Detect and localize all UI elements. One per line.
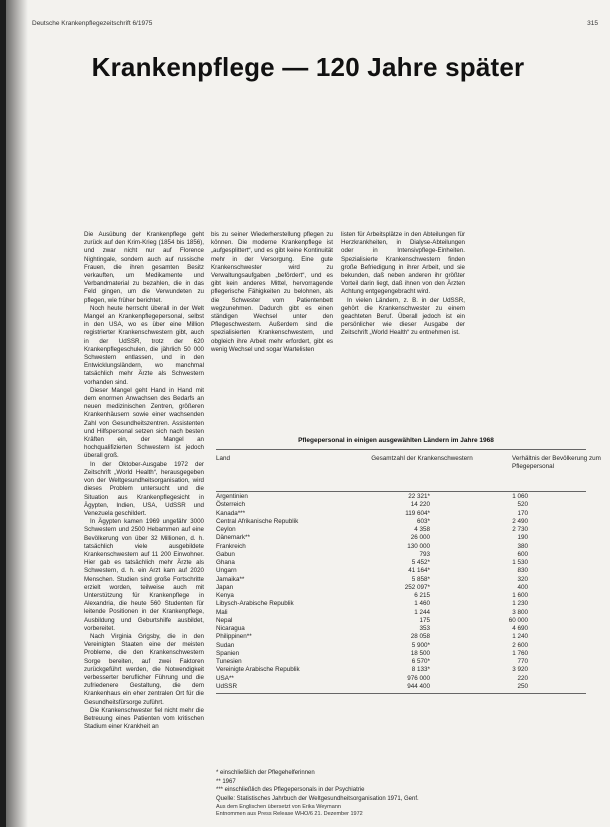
- cell-nurses: 8 133*: [411, 666, 430, 674]
- cell-country: USA**: [216, 674, 234, 682]
- paragraph: Dieser Mangel geht Hand in Hand mit dem enormen Anwachsen des Bedarfs an neuen medizinischen Zentren, größeren Krankenhäusern sowie einer wachsenden Zahl von Gesundheitszentren. Assistenten und Hilfspersonal setzen sich nach besten Kräften ein, der Mangel an hochqualifizierten Schwestern ist jedoch überall groß.: [84, 386, 204, 460]
- cell-ratio: 520: [517, 501, 528, 509]
- cell-country: Ceylon: [216, 526, 236, 533]
- table-row: [216, 600, 586, 608]
- cell-nurses: 6 215: [414, 592, 430, 599]
- table-row: [216, 543, 586, 551]
- journal-reference: Deutsche Krankenpflegezeitschrift 6/1975: [32, 20, 153, 27]
- table-row: [216, 518, 586, 526]
- cell-nurses: 6 570*: [411, 658, 430, 665]
- cell-nurses: 26 000: [410, 534, 430, 542]
- paragraph: Nach Virginia Grigsby, die in den Vereinigten Staaten eine der meisten Probleme, die den Krankenschwestern Sorge bereiten, auf zwei Faktoren zurückgeführt werden, die Notwendigkeit verbesserter beruflicher Führung und die zufriedenere Gestaltung, die dem Krankenhaus ein eher zentralen Ort für die Gesundheitsfürsorge zuführt.: [84, 632, 204, 706]
- cell-ratio: 3 920: [512, 666, 528, 674]
- paragraph: Die Krankenschwester fiel nicht mehr die Betreuung eines Patienten vom kritischen Stadium einer Krankheit an: [84, 706, 204, 731]
- cell-ratio: 190: [517, 534, 528, 542]
- cell-nurses: 18 500: [410, 649, 430, 657]
- source-note: Quelle: Statistisches Jahrbuch der Weltgesundheitsorganisation 1971, Genf.: [216, 795, 419, 802]
- cell-country: UdSSR: [216, 682, 237, 690]
- paragraph: Die Ausübung der Krankenpflege geht zurück auf den Krim-Krieg (1854 bis 1856), und zwar nicht nur auf Florence Nightingale, sondern auch auf russische Frauen, die ihren gesamten Besitz verkauften, um Medikamente und Verbandmaterial zu bezahlen, die in das Feld gingen, um die Verwundeten zu pflegen, wie früher berichtet.: [84, 231, 204, 304]
- paragraph: In vielen Ländern, z. B. in der UdSSR, gehört die Krankenschwester zu einem geachteten Beruf. Überall jedoch ist ein persönlicher wie dieser Ausgabe der Zeitschrift „World Health“ zu entnehmen ist.: [341, 296, 465, 337]
- cell-nurses: 252 097*: [404, 583, 430, 591]
- cell-ratio: 2 600: [512, 641, 528, 649]
- table-row: [216, 683, 586, 691]
- table-rule-header: [216, 491, 586, 492]
- cell-nurses: 976 000: [407, 674, 430, 682]
- table-row: [216, 559, 586, 567]
- cell-country: Libysch-Arabische Republik: [216, 600, 294, 608]
- footnote: ** 1967: [216, 778, 236, 785]
- cell-nurses: 603*: [417, 517, 430, 525]
- table-row: [216, 666, 586, 674]
- cell-nurses: 1 460: [414, 600, 430, 608]
- table-row: [216, 609, 586, 617]
- cell-country: Kanada***: [216, 509, 246, 517]
- table-row: [216, 617, 586, 625]
- cell-nurses: 14 220: [410, 501, 430, 509]
- body-column-1: [84, 231, 204, 731]
- cell-ratio: 3 800: [512, 608, 528, 616]
- cell-country: Mali: [216, 608, 228, 616]
- cell-country: Gabun: [216, 550, 235, 558]
- header-ratio: Verhältnis der Bevölkerung zum Pflegepersonal: [512, 455, 601, 470]
- cell-ratio: 320: [517, 575, 528, 583]
- paragraph: In der Oktober-Ausgabe 1972 der Zeitschrift „World Health“, herausgegeben von der Weltgesundheitsorganisation, wird dieses Problem untersucht und die Situation aus Krankenpflegesicht in Ägypten, Indien, USA, UdSSR und Venezuela geschildert.: [84, 460, 204, 517]
- cell-ratio: 1 760: [512, 649, 528, 657]
- paragraph: listen für Arbeitsplätze in den Abteilungen für Herzkrankheiten, in Dialyse-Abteilungen oder in Intensivpflege-Einheiten. Spezialisierte Krankenschwestern finden große Befriedigung in ihrer Arbeit, und sie bekunden, daß neben anderen ihr größter Vorteil darin liegt, daß ihnen von den Ärzten Achtung entgegengebracht wird.: [341, 231, 465, 296]
- cell-country: Japan: [216, 583, 234, 591]
- cell-nurses: 119 604*: [405, 509, 430, 517]
- running-head: [32, 20, 598, 27]
- cell-nurses: 5 452*: [411, 559, 430, 566]
- cell-country: Spanien: [216, 649, 240, 657]
- cell-nurses: 175: [419, 616, 430, 624]
- cell-ratio: 1 060: [512, 493, 528, 500]
- table-header: [216, 452, 601, 492]
- paragraph: Noch heute herrscht überall in der Welt Mangel an Krankenpflegepersonal, selbst in den USA, wo es über eine Million registrierter Krankenschwestern gibt, auch in der UdSSR, trotz der 620 Krankenpflegeschulen, die jährlich 50 000 Schwestern entlassen, und in den Entwicklungsländern, wo manchmal tatsächlich mehr Ärzte als Schwestern vorhanden sind.: [84, 304, 204, 386]
- table-row: [216, 633, 586, 641]
- cell-ratio: 4 690: [512, 625, 528, 632]
- cell-country: Ungarn: [216, 567, 237, 575]
- cell-country: Österreich: [216, 501, 246, 509]
- table-row: [216, 675, 586, 683]
- cell-country: Nicaragua: [216, 625, 245, 632]
- body-column-3: [341, 231, 465, 338]
- table-row: [216, 526, 586, 534]
- table-row: [216, 642, 586, 650]
- binding-shadow: [6, 0, 28, 827]
- cell-ratio: 600: [517, 550, 528, 558]
- cell-nurses: 1 244: [414, 608, 430, 616]
- cell-country: Argentinien: [216, 493, 248, 500]
- cell-ratio: 380: [517, 542, 528, 550]
- table-row: [216, 625, 586, 633]
- table-row: [216, 576, 586, 584]
- cell-ratio: 60 000: [508, 616, 528, 624]
- cell-country: Jamaika**: [216, 575, 245, 583]
- cell-ratio: 830: [517, 567, 528, 575]
- cell-nurses: 22 321*: [408, 493, 430, 500]
- cell-country: Dänemark**: [216, 534, 250, 542]
- cell-country: Vereinigte Arabische Republik: [216, 666, 300, 674]
- cell-ratio: 1 230: [512, 600, 528, 608]
- table-row: [216, 584, 586, 592]
- paragraph: In Ägypten kamen 1969 ungefähr 3000 Schwestern und 2500 Hebammen auf eine Bevölkerung von über 32 Millionen, d. h. tatsächlich viele ausgebildete Krankenschwestern auf 11 200 Einwohner. Hier gab es tatsächlich mehr Ärzte als Schwestern, d. h. ein Arzt kam auf 2020 Menschen. Studien sind große Fortschritte erzielt worden, teilweise auch mit Unterstützung für Krankenpflege in Alexandria, die heute 560 Studenten für leitende Positionen in der Krankenpflege, Ausbildung und Geburtshilfe ausbildet, vorbereitet.: [84, 518, 204, 632]
- translation-credit: [216, 804, 596, 818]
- cell-country: Frankreich: [216, 542, 246, 550]
- cell-nurses: 353: [419, 625, 430, 632]
- table-body: [216, 493, 586, 691]
- cell-ratio: 1 240: [512, 633, 528, 641]
- cell-nurses: 4 358: [414, 526, 430, 533]
- cell-nurses: 28 058: [410, 633, 430, 641]
- page-number: 315: [587, 20, 598, 27]
- cell-ratio: 170: [517, 509, 528, 517]
- article-title: Krankenpflege — 120 Jahre später: [91, 52, 525, 82]
- paragraph: bis zu seiner Wiederherstellung pflegen zu können. Die moderne Krankenpflege ist „aufgesplittert“, und es gibt keine Kontinuität mehr in der Versorgung. Eine gute Krankenschwester wird zu Verwaltungsaufgaben „befördert“, und es gibt kein anderes Mittel, hervorragende pflegerische Fähigkeiten zu belohnen, als die Schwester vom Patientenbett wegzunehmen. Dadurch gibt es einen ständigen Wechsel unter den Pflegeschwestern. Außerdem sind die spezialisierten Krankenschwestern, und obgleich ihre Arbeit mehr erfordert, gibt es wenig Wechsel und sogar Wartelisten: [211, 231, 333, 353]
- cell-country: Tunesien: [216, 658, 242, 665]
- table-row: [216, 501, 586, 509]
- cell-ratio: 250: [517, 682, 528, 690]
- table-row: [216, 567, 586, 575]
- credit-line: Entnommen aus Press Release WHO/6 21. Dezember 1972: [216, 811, 363, 817]
- cell-country: Kenya: [216, 592, 234, 599]
- table-row: [216, 658, 586, 666]
- cell-nurses: 944 400: [407, 682, 430, 690]
- footnote: * einschließlich der Pflegehelferinnen: [216, 770, 315, 776]
- cell-country: Nepal: [216, 616, 233, 624]
- table-row: [216, 592, 586, 600]
- credit-line: Aus dem Englischen übersetzt von Erika Weymann: [216, 804, 341, 810]
- cell-nurses: 793: [419, 550, 430, 558]
- table-row: [216, 493, 586, 501]
- table-rule-bottom: [216, 693, 586, 694]
- table-row: [216, 510, 586, 518]
- cell-nurses: 5 900*: [411, 641, 430, 649]
- cell-ratio: 1 600: [512, 592, 528, 599]
- header-country: Land: [216, 455, 231, 462]
- cell-country: Sudan: [216, 641, 235, 649]
- cell-nurses: 5 858*: [411, 575, 430, 583]
- body-column-2: [211, 231, 333, 354]
- table-row: [216, 551, 586, 559]
- cell-nurses: 130 000: [407, 542, 430, 550]
- footnote: *** einschließlich des Pflegepersonals in der Psychiatrie: [216, 787, 365, 794]
- table-rule-top: [216, 449, 586, 450]
- cell-ratio: 220: [517, 674, 528, 682]
- cell-ratio: 400: [517, 583, 528, 591]
- cell-ratio: 1 530: [512, 559, 528, 566]
- cell-country: Ghana: [216, 559, 235, 566]
- header-nurses: Gesamtzahl der Krankenschwestern: [371, 455, 473, 462]
- cell-ratio: 2 730: [512, 526, 528, 533]
- table-notes: [216, 769, 596, 803]
- cell-country: Central Afrikanische Republik: [216, 517, 299, 525]
- cell-ratio: 2 490: [512, 517, 528, 525]
- cell-nurses: 41 164*: [408, 567, 430, 575]
- cell-country: Philippinen**: [216, 633, 252, 641]
- table-row: [216, 534, 586, 542]
- cell-ratio: 770: [517, 658, 528, 665]
- document-page: [6, 0, 610, 827]
- table-title: Pflegepersonal in einigen ausgewählten Ländern im Jahre 1968: [298, 437, 494, 444]
- table-row: [216, 650, 586, 658]
